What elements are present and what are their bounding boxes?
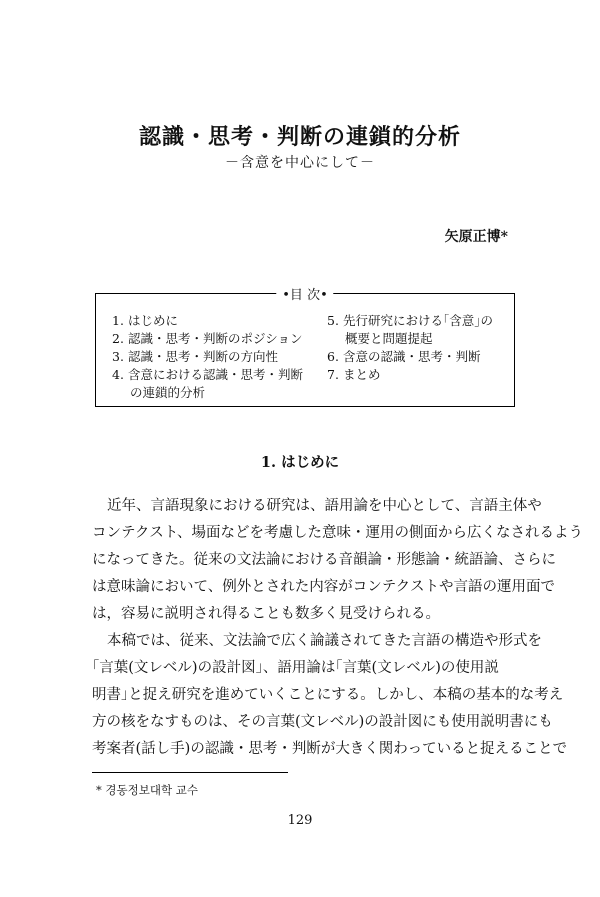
text-line: になってきた。従来の文法論における音韻論・形態論・統語論、さらに [92, 552, 556, 568]
text-line: コンテクスト、場面などを考慮した意味・運用の側面から広くなされるよう [92, 525, 583, 541]
toc-item [112, 348, 312, 366]
toc-item-text: 認識・思考・判断のポジション [128, 331, 303, 346]
toc-item-number: 2. [112, 331, 124, 346]
toc-item [327, 312, 512, 330]
text-line: 近年、言語現象における研究は、語用論を中心として、言語主体や [107, 498, 542, 514]
toc-item-text: はじめに [128, 313, 179, 328]
toc-item-continuation: の連鎖的分析 [130, 385, 206, 400]
toc-item [112, 330, 312, 348]
toc-item-text: まとめ [343, 367, 381, 382]
body-text [92, 493, 583, 763]
toc-left-column [112, 312, 312, 402]
toc-heading: •目 次• [276, 284, 333, 303]
toc-item-number: 1. [112, 313, 124, 328]
text-line: 本稿では、従来、文法論で広く論議されてきた言語の構造や形式を [107, 633, 542, 649]
text-line: は，容易に説明され得ることも数多く見受けられる。 [92, 606, 440, 622]
table-of-contents [95, 288, 515, 407]
toc-item-number: 4. [112, 367, 124, 382]
toc-item-number: 3. [112, 349, 124, 364]
text-line: 明書｣と捉え研究を進めていくことにする。しかし、本稿の基本的な考え [92, 687, 564, 703]
toc-right-column [327, 312, 512, 384]
toc-item-text: 含意の認識・思考・判断 [343, 349, 481, 364]
toc-item-number: 5. [327, 313, 339, 328]
footnote-rule [92, 772, 288, 773]
toc-item-text: 認識・思考・判断の方向性 [128, 349, 279, 364]
toc-item-text: 先行研究における｢含意｣の [343, 313, 494, 328]
toc-item-continuation: 概要と問題提起 [345, 331, 433, 346]
page-number: 129 [287, 813, 313, 828]
paper-title: 認識・思考・判断の連鎖的分析 [138, 124, 461, 150]
paragraph-2 [92, 628, 568, 763]
toc-item-text: 含意における認識・思考・判断 [128, 367, 304, 382]
paper-subtitle: －含意を中心にして－ [225, 155, 375, 171]
section-heading: 1. はじめに [260, 454, 340, 471]
text-line: 方の核をなすものは、その言葉(文レベル)の設計図にも使用説明書にも [92, 714, 553, 730]
toc-item [112, 312, 312, 330]
toc-item [327, 366, 512, 384]
text-line: 考案者(話し手)の認識・思考・判断が大きく関わっていると捉えることで [92, 741, 568, 757]
toc-item [112, 366, 312, 384]
paragraph-1 [92, 493, 583, 628]
text-line: ｢言葉(文レベル)の設計図」、語用論は｢言葉(文レベル)の使用説 [92, 660, 499, 676]
text-line: は意味論において、例外とされた内容がコンテクストや言語の運用面で [92, 579, 555, 595]
author-name: 矢原正博* [444, 229, 508, 245]
toc-item [327, 348, 512, 366]
toc-item-number: 6. [327, 349, 339, 364]
toc-item-number: 7. [327, 367, 339, 382]
footnote: * 경동정보대학 교수 [96, 783, 198, 797]
